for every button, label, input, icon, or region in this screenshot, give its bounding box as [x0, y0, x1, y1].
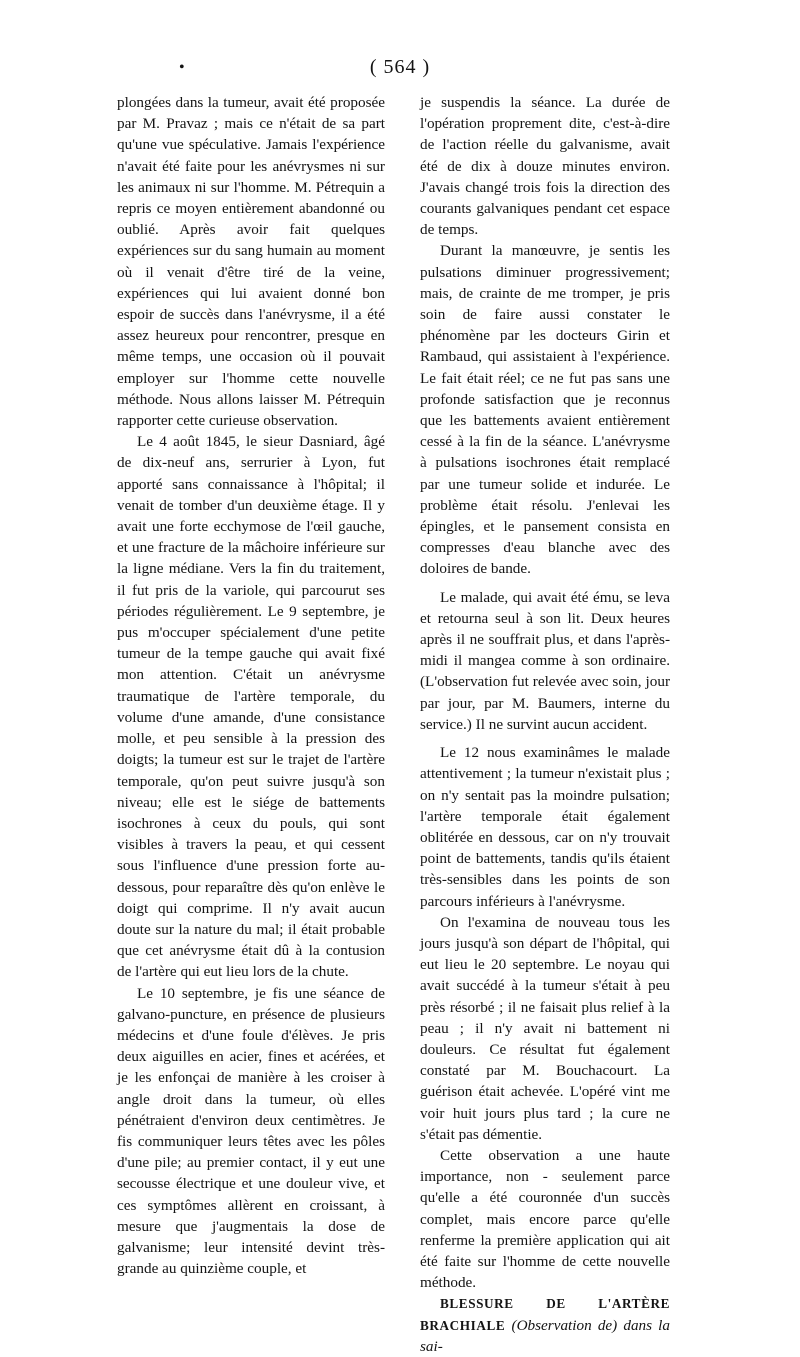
left-paragraph-2: Le 4 août 1845, le sieur Dasniard, âgé de dix-neuf ans, serrurier à Lyon, fut apporté sans connaissance à l'hôpital; il venait de tomber d'un deuxième étage. Il y avait une forte ecchymose de l'œil gauche, et une fracture de la mâchoire inférieure sur la ligne médiane. Vers la fin du traitement, il fut pris de la variole, qui parcourut ses périodes régulièrement. Le 9 septembre, je pus m'occuper spécialement d'une petite tumeur de la tempe gauche qui avait fixé mon attention. C'était un anévrysme traumatique de l'artère temporale, du volume d'une amande, d'une consistance molle, et peu sensible à la pression des doigts; la tumeur est sur le trajet de l'artère temporale, qu'on peut suivre jusqu'à son niveau; elle est le siége de battements isochrones à ceux du pouls, qui sont visibles à travers la peau, et qui cessent sous l'influence d'une pression forte au-dessous, pour reparaître dès qu'on enlève le doigt qui comprime. Il n'y avait aucun doute sur la nature du mal; il était probable que cet anévrysme était dû à la contusion de l'artère qui eut lieu lors de la chute. — [117, 433, 385, 981]
printer-mark: • — [179, 59, 185, 76]
left-paragraph-1: plongées dans la tumeur, avait été proposée par M. Pravaz ; mais ce n'était de sa part qu'une vue spéculative. Jamais l'expérience n'avait été faite pour les anévrysmes ni sur les animaux ni sur l'homme. M. Pétrequin a repris ce moyen entièrement abandonné ou oublié. Après avoir fait quelques expériences sur du sang humain au moment où il venait d'être tiré de la veine, expériences qui lui avaient donné bon espoir de succès dans l'anévrysme, il a été assez heureux pour rencontrer, presque en même temps, une occasion où il pouvait employer sur l'homme cette nouvelle méthode. Nous allons laisser M. Pétrequin rapporter cette curieuse observation. — [117, 94, 385, 430]
page-number: ( 564 ) — [369, 56, 431, 78]
left-column — [117, 92, 385, 1279]
section-heading — [420, 1293, 670, 1357]
right-paragraph-1: je suspendis la séance. La durée de l'opération proprement dite, c'est-à-dire de l'action réelle du galvanisme, avait été de dix à douze minutes environ. J'avais changé trois fois la direction des courants galvaniques pendant cet espace de temps. — [420, 94, 670, 239]
right-paragraph-4: Le 12 nous examinâmes le malade attentivement ; la tumeur n'existait plus ; on n'y sentait pas la moindre pulsation; l'artère temporale était également oblitérée en dessous, car on n'y trouvait point de battements, tandis qu'ils étaient très-sensibles dans les points de son parcours inférieurs à l'anévrysme. — [420, 744, 670, 910]
right-paragraph-2: Durant la manœuvre, je sentis les pulsations diminuer progressivement; mais, de crainte de me tromper, je pris soin de faire aussi constater le phénomène par les docteurs Girin et Rambaud, qui assistaient à l'expérience. Le fait était réel; ce ne fut pas sans une profonde satisfaction que je reconnus que les battements avaient entièrement cessé à la fin de la séance. L'anévrysme à pulsations isochrones était remplacé par une tumeur solide et indurée. Le problème était résolu. J'enlevai les épingles, et le pansement consista en compresses d'eau blanche avec des doloires de bande. — [420, 242, 670, 578]
right-paragraph-6: Cette observation a une haute importance, non - seulement parce qu'elle a été couronnée d'un succès complet, mais encore parce qu'elle renferme la première application qui ait été faite sur l'homme de cette nouvelle méthode. — [420, 1146, 670, 1292]
right-column — [420, 92, 670, 1357]
section-heading-subtitle: (Observation de) dans la sai- — [420, 1316, 670, 1355]
section-heading-title: BLESSURE DE L'ARTÈRE BRACHIALE — [420, 1296, 670, 1333]
right-paragraph-3: Le malade, qui avait été ému, se leva et retourna seul à son lit. Deux heures après il ne souffrait plus, et dans l'après-midi il mangea comme à son ordinaire. (L'observation fut relevée avec soin, jour par jour, par M. Baumers, interne du service.) Il ne survint aucun accident. — [420, 588, 670, 733]
right-paragraph-5: On l'examina de nouveau tous les jours jusqu'à son départ de l'hôpital, qui eut lieu le 20 septembre. Le noyau qui avait succédé à la tumeur s'était à peu près résorbé ; il ne faisait plus relief à la peau ; il n'y avait ni battement ni douleurs. Ce résultat fut également constaté par M. Bouchacourt. La guérison était achevée. L'opéré vint me voir huit jours plus tard ; la cure ne s'était pas démentie. — [420, 913, 670, 1143]
left-paragraph-3: Le 10 septembre, je fis une séance de galvano-puncture, en présence de plusieurs médecins et d'une foule d'élèves. Je pris deux aiguilles en acier, fines et acérées, et je les enfonçai de manière à les croiser à angle droit dans la tumeur, où elles pénétraient d'environ deux centimètres. Je fis communiquer leurs têtes avec les pôles d'une pile; au premier contact, il y eut une secousse électrique et une douleur vive, et ces symptômes allèrent en croissant, à mesure que j'augmentais la dose de galvanisme; leur intensité devint très-grande au quinzième couple, et — [117, 984, 385, 1278]
